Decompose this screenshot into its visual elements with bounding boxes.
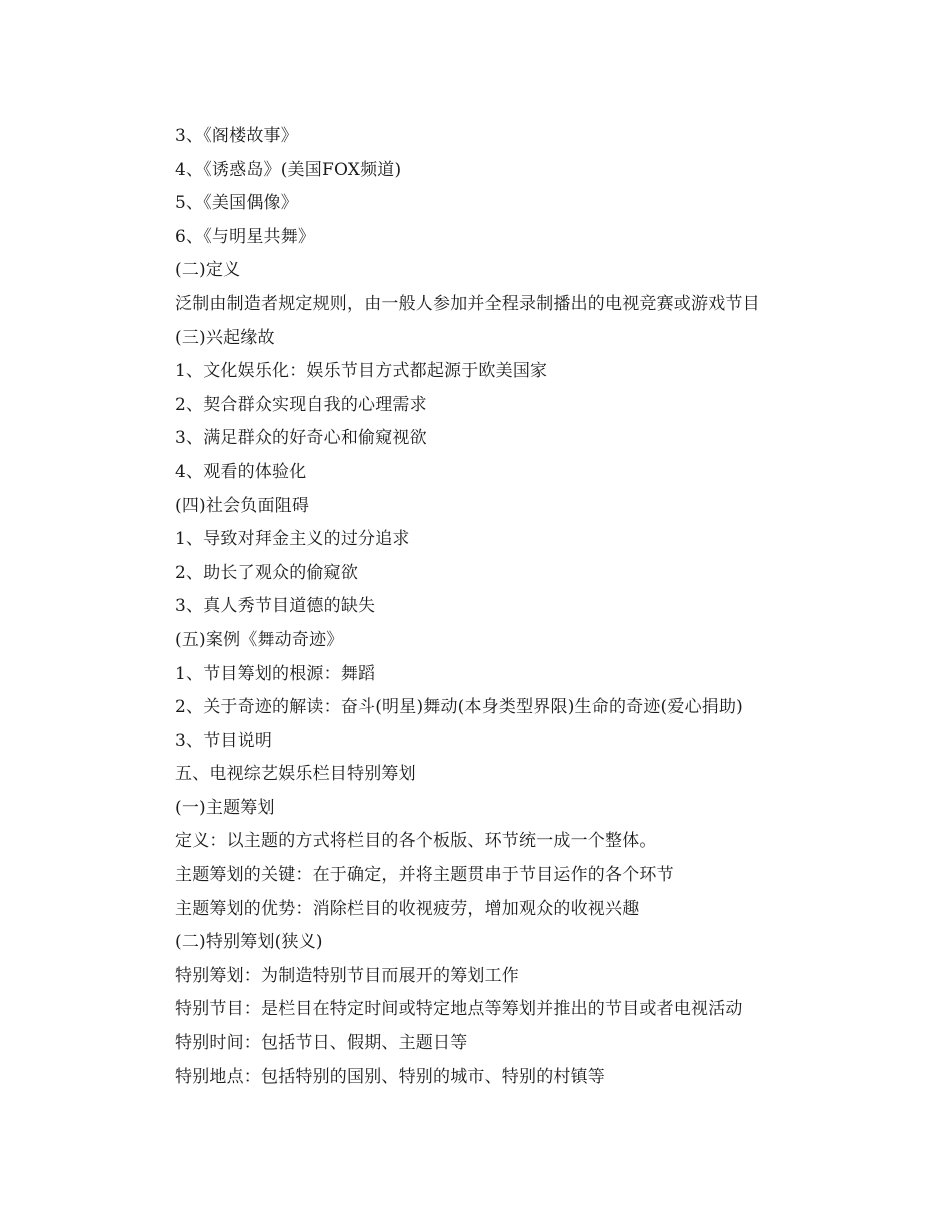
paragraph-special-planning: 特别筹划：为制造特别节目而展开的筹划工作 — [175, 965, 519, 986]
list-item-american-idol: 5、《美国偶像》 — [175, 193, 298, 214]
list-item-origin-3: 3、满足群众的好奇心和偷窥视欲 — [175, 428, 427, 449]
paragraph-special-place: 特别地点：包括特别的国别、特别的城市、特别的村镇等 — [175, 1066, 605, 1087]
paragraph-theme-definition: 定义：以主题的方式将栏目的各个板版、环节统一成一个整体。 — [175, 831, 657, 852]
document-body — [175, 120, 875, 1094]
list-item-origin-2: 2、契合群众实现自我的心理需求 — [175, 394, 427, 415]
paragraph-definition: 泛制由制造者规定规则，由一般人参加并全程录制播出的电视竞赛或游戏节目 — [175, 293, 760, 314]
paragraph-theme-key: 主题筹划的关键：在于确定，并将主题贯串于节目运作的各个环节 — [175, 865, 674, 886]
list-item-case-1: 1、节目筹划的根源：舞蹈 — [175, 663, 376, 684]
paragraph-theme-advantage: 主题筹划的优势：消除栏目的收视疲劳，增加观众的收视兴趣 — [175, 898, 640, 919]
list-item-dancing-with-stars: 6、《与明星共舞》 — [175, 226, 316, 247]
paragraph-special-time: 特别时间：包括节日、假期、主题日等 — [175, 1033, 468, 1054]
section-heading-case: (五)案例《舞动奇迹》 — [175, 629, 344, 650]
paragraph-special-program: 特别节目：是栏目在特定时间或特定地点等筹划并推出的节目或者电视活动 — [175, 999, 743, 1020]
list-item-impact-2: 2、助长了观众的偷窥欲 — [175, 562, 359, 583]
section-heading-negative-impact: (四)社会负面阻碍 — [175, 495, 310, 516]
section-heading-special-planning-narrow: (二)特别筹划(狭义) — [175, 932, 323, 953]
list-item-temptation-island: 4、《诱惑岛》(美国FOX频道) — [175, 159, 402, 180]
list-item-origin-4: 4、观看的体验化 — [175, 461, 307, 482]
list-item-impact-3: 3、真人秀节目道德的缺失 — [175, 596, 376, 617]
section-heading-origin: (三)兴起缘故 — [175, 327, 275, 348]
list-item-case-3: 3、节目说明 — [175, 730, 273, 751]
section-heading-theme-planning: (一)主题筹划 — [175, 797, 275, 818]
list-item-case-2: 2、关于奇迹的解读：奋斗(明星)舞动(本身类型界限)生命的奇迹(爱心捐助) — [175, 697, 744, 718]
list-item-origin-1: 1、文化娱乐化：娱乐节目方式都起源于欧美国家 — [175, 361, 548, 382]
chapter-heading-special-planning: 五、电视综艺娱乐栏目特别筹划 — [175, 764, 416, 785]
list-item-impact-1: 1、导致对拜金主义的过分追求 — [175, 529, 410, 550]
section-heading-definition: (二)定义 — [175, 260, 241, 281]
list-item-garret-story: 3、《阁楼故事》 — [175, 126, 298, 146]
